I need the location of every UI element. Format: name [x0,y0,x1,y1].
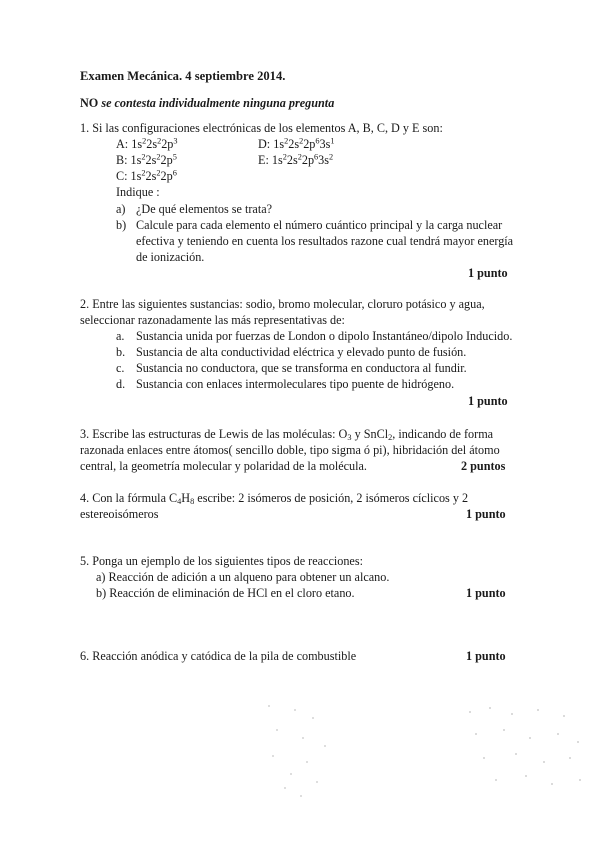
config-d: D: $1s^22s^22p^63s^1$ [258,136,335,151]
question-1-part-b [116,217,502,233]
config-e: E: $1s^22s^22p^63s^2$ [258,152,334,167]
question-1-part-a [116,201,272,217]
question-2-line-1: 2. Entre las siguientes sustancias: sodio, bromo molecular, cloruro potásico y agua, [80,297,485,311]
instructions-prefix: NO [80,96,99,110]
item-c-marker: c. [116,361,125,375]
question-3-line-1: 3. Escribe las estructuras de Lewis de las moléculas: $O_3$ y SnCl$_2$, indicando de forma [80,427,494,443]
question-5-intro: 5. Ponga un ejemplo de los siguientes tipos de reacciones: [80,554,363,568]
question-6-text: 6. Reacción anódica y catódica de la pila de combustible [80,649,357,663]
part-b-line-1: Calcule para cada elemento el número cuántico principal y la carga nuclear [136,218,503,232]
question-2-score: 1 punto [468,394,508,408]
question-1-indique: Indique : [116,185,160,199]
item-a-marker: a. [116,329,125,343]
question-3-line-2: razonada enlaces entre átomos( sencillo doble, tipo sigma ó pi), hibridación del átomo [80,443,500,457]
part-b-marker: b) [116,218,127,232]
part-b-line-3: de ionización. [136,250,205,264]
question-1-score: 1 punto [468,266,508,280]
item-a-text: Sustancia unida por fuerzas de London o dipolo Instantáneo/dipolo Inducido. [136,329,513,343]
question-5-part-a: a) Reacción de adición a un alqueno para obtener un alcano. [96,570,390,584]
question-5-part-b: b) Reacción de eliminación de HCl en el cloro etano. [96,586,355,600]
bleed-through-marks-right [460,700,595,810]
config-b: B: $1s^22s^22p^5$ [116,152,177,167]
question-2-item-c [116,360,467,376]
exam-title: Examen Mecánica. 4 septiembre 2014. [80,69,286,83]
question-4-line-1: 4. Con la fórmula $C_4H_8$ escribe: 2 isómeros de posición, 2 isómeros cíclicos y 2 [80,491,469,507]
question-3-score: 2 puntos [461,459,506,473]
question-2-line-2: seleccionar razonadamente las más representativas de: [80,313,345,327]
exam-instructions [80,95,334,111]
question-3-line-3: central, la geometría molecular y polaridad de la molécula. [80,459,367,473]
config-a: A: $1s^22s^22p^3$ [116,136,178,151]
question-2-item-a [116,328,512,344]
part-a-marker: a) [116,202,126,216]
question-4-score: 1 punto [466,507,506,521]
item-d-marker: d. [116,377,126,391]
question-2-item-d [116,376,454,392]
instructions-rest: se contesta individualmente ninguna pregunta [101,96,335,110]
item-c-text: Sustancia no conductora, que se transforma en conductora al fundir. [136,361,467,375]
item-b-text: Sustancia de alta conductividad eléctrica y elevado punto de fusión. [136,345,467,359]
item-d-text: Sustancia con enlaces intermoleculares tipo puente de hidrógeno. [136,377,455,391]
question-1-intro: 1. Si las configuraciones electrónicas de los elementos A, B, C, D y E son: [80,121,443,135]
part-a-text: ¿De qué elementos se trata? [136,202,273,216]
part-b-line-2: efectiva y teniendo en cuenta los resultados razone cual tendrá mayor energía [136,234,514,248]
question-4-line-2: estereoisómeros [80,507,159,521]
question-6-score: 1 punto [466,649,506,663]
question-2-item-b [116,344,466,360]
question-5-score: 1 punto [466,586,506,600]
config-c: C: $1s^22s^22p^6$ [116,168,177,183]
item-b-marker: b. [116,345,126,359]
bleed-through-marks-left [255,700,365,810]
